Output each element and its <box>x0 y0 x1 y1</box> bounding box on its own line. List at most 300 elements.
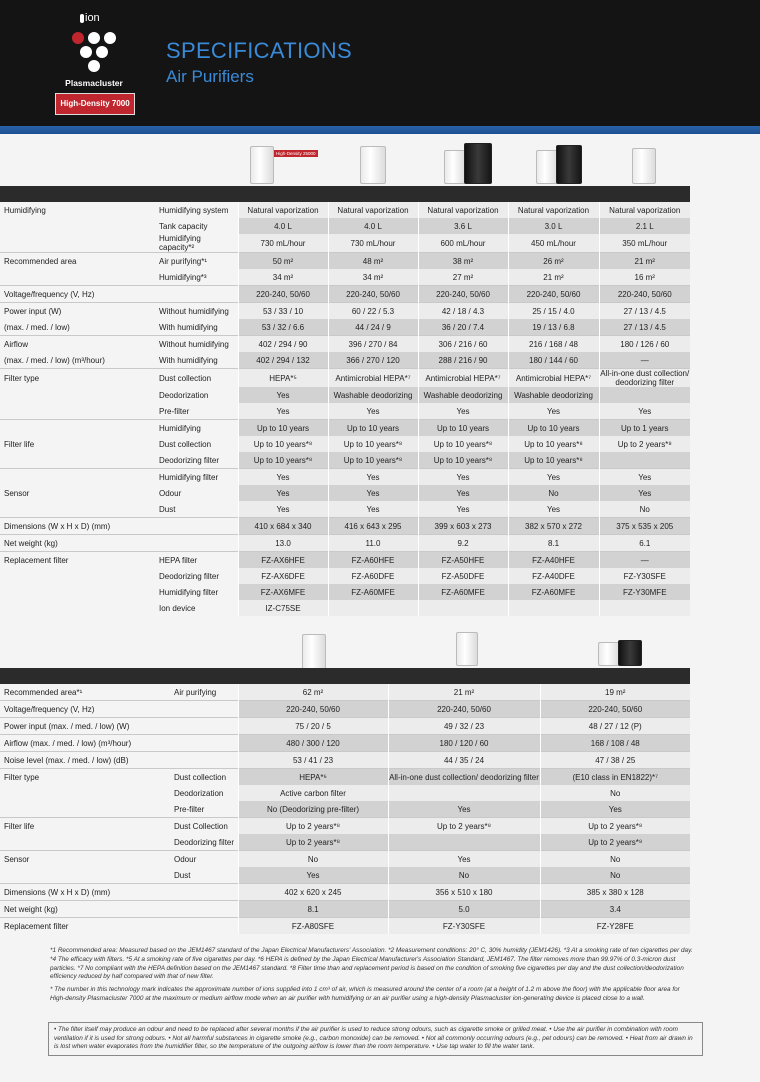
table-row <box>0 701 690 718</box>
row-category <box>0 501 155 518</box>
spec-cell: 356 x 510 x 180 <box>388 884 540 901</box>
table-row <box>0 600 690 616</box>
table-row <box>0 735 690 752</box>
row-subcategory: Ion device <box>159 603 196 613</box>
row-subcategory <box>170 918 238 935</box>
row-category <box>0 568 155 584</box>
spec-cell <box>599 387 690 403</box>
spec-cell: FZ-Y28FE <box>540 918 690 935</box>
row-category: Filter type <box>0 369 155 388</box>
row-subcategory: Dust collection <box>155 369 238 388</box>
spec-cell: 27 / 13 / 4.5 <box>599 303 690 320</box>
spec-cell: 220-240, 50/60 <box>540 701 690 718</box>
table-row <box>0 352 690 369</box>
spec-cell: 402 / 294 / 90 <box>238 336 328 353</box>
row-subcategory: Air purifying*¹ <box>155 253 238 270</box>
row-category: Humidifying <box>4 205 46 215</box>
spec-cell: 180 / 144 / 60 <box>508 352 599 369</box>
spec-cell: 48 m² <box>328 253 418 270</box>
spec-cell: 44 / 24 / 9 <box>328 319 418 336</box>
spec-cell: Natural vaporization <box>238 202 328 218</box>
spec-cell: 6.1 <box>599 535 690 552</box>
table-row <box>0 518 690 535</box>
table-row <box>0 867 690 884</box>
spec-cell: 402 / 294 / 132 <box>238 352 328 369</box>
spec-cell: Up to 2 years*⁸ <box>599 436 690 452</box>
plasmacluster-logo <box>55 12 133 94</box>
table-row <box>0 218 690 234</box>
spec-cell: 220-240, 50/60 <box>328 286 418 303</box>
spec-cell: No <box>540 867 690 884</box>
table-row <box>0 387 690 403</box>
row-subcategory: Without humidifying <box>155 336 238 353</box>
spec-cell: Yes <box>328 501 418 518</box>
row-category: Net weight (kg) <box>0 535 155 552</box>
spec-cell: — <box>599 352 690 369</box>
table-row <box>0 584 690 600</box>
row-subcategory: Dust <box>159 504 176 514</box>
spec-cell: Yes <box>328 403 418 420</box>
spec-cell: Up to 10 years <box>418 420 508 437</box>
table-row <box>0 752 690 769</box>
spec-cell: 50 m² <box>238 253 328 270</box>
table-row <box>0 901 690 918</box>
spec-cell: FZ-A60HFE <box>328 552 418 569</box>
spec-cell: Washable deodorizing <box>328 387 418 403</box>
spec-cell <box>599 452 690 469</box>
row-subcategory: Humidifying system <box>159 205 229 215</box>
table-row <box>0 253 690 270</box>
row-category: Net weight (kg) <box>0 901 170 918</box>
spec-cell <box>418 600 508 616</box>
spec-cell: 180 / 120 / 60 <box>388 735 540 752</box>
spec-cell: 216 / 168 / 48 <box>508 336 599 353</box>
spec-cell: Up to 2 years*⁸ <box>388 818 540 835</box>
spec-cell: (E10 class in EN1822)*⁷ <box>540 769 690 786</box>
row-category: Airflow <box>0 336 155 353</box>
spec-cell: Yes <box>238 403 328 420</box>
spec-cell: Up to 10 years*⁸ <box>328 452 418 469</box>
row-subcategory: Deodorizing filter <box>174 837 235 847</box>
row-subcategory <box>170 701 238 718</box>
spec-cell: 396 / 270 / 84 <box>328 336 418 353</box>
spec-cell: Up to 10 years <box>508 420 599 437</box>
spec-cell: Natural vaporization <box>418 202 508 218</box>
table-row <box>0 269 690 286</box>
spec-cell: Yes <box>238 387 328 403</box>
high-density-badge: High-Density 7000 <box>55 93 135 115</box>
table-row <box>0 286 690 303</box>
spec-cell: FZ-A40HFE <box>508 552 599 569</box>
table-row <box>0 303 690 320</box>
table-row <box>0 851 690 868</box>
spec-cell: FZ-Y30SFE <box>599 568 690 584</box>
row-category: Noise level (max. / med. / low) (dB) <box>0 752 170 769</box>
notes-box: • The filter itself may produce an odour and need to be replaced after several months if the air purifier is used to reduce strong odours, such as cigarette smoke or grilled meat. • Use the air purifier in combination with room ventilation if it is used for strong odours. • Not all harmful substances in cigarette smoke (e.g., carbon monoxide) can be removed. • Not all commonly occurring odours (e.g., pet odours) can be removed. • Heat from air drawn in is lost when water evaporates from the humidifier filter, so the temperature of the outgoing airflow is lower than the room temperature. • Use tap water to fill the water tank. <box>48 1022 703 1056</box>
spec-cell: Yes <box>328 469 418 486</box>
spec-cell: No <box>540 851 690 868</box>
row-category <box>0 469 155 486</box>
row-category: Dimensions (W x H x D) (mm) <box>0 518 155 535</box>
row-subcategory: With humidifying <box>159 355 218 365</box>
spec-cell: 34 m² <box>238 269 328 286</box>
spec-cell: Antimicrobial HEPA*⁷ <box>328 369 418 388</box>
spec-cell: Yes <box>328 485 418 501</box>
table2-header-bar <box>0 668 690 684</box>
spec-cell: — <box>599 552 690 569</box>
logo-ion-text: ion <box>85 12 100 24</box>
table-row <box>0 420 690 437</box>
spec-cell: No (Deodorizing pre-filter) <box>238 801 388 818</box>
row-subcategory <box>170 735 238 752</box>
spec-cell: 600 mL/hour <box>418 234 508 253</box>
spec-cell: 3.6 L <box>418 218 508 234</box>
spec-cell: 220-240, 50/60 <box>388 701 540 718</box>
spec-cell: Up to 1 years <box>599 420 690 437</box>
spec-cell: 44 / 35 / 24 <box>388 752 540 769</box>
spec-cell: 27 m² <box>418 269 508 286</box>
row-subcategory <box>155 518 238 535</box>
spec-cell: 220-240, 50/60 <box>238 286 328 303</box>
row-subcategory: Pre-filter <box>174 804 205 814</box>
table-row <box>0 469 690 486</box>
table-row <box>0 552 690 569</box>
row-subcategory <box>170 901 238 918</box>
spec-cell: Washable deodorizing <box>508 387 599 403</box>
spec-cell: 9.2 <box>418 535 508 552</box>
spec-cell: Up to 10 years <box>238 420 328 437</box>
spec-cell: 375 x 535 x 205 <box>599 518 690 535</box>
row-subcategory: Pre-filter <box>159 406 190 416</box>
spec-cell: 60 / 22 / 5.3 <box>328 303 418 320</box>
spec-cell: 19 m² <box>540 684 690 701</box>
footnote-2: * The number in this technology mark indicates the approximate number of ions supplied into 1 cm³ of air, which is measured around the center of a room (at a height of 1.2 m above the floor) with the applicable floor area for High-density Plasmacluster 7000 at the maximum or medium airflow mode when an air purifier with humidifying or an air purifier using a high-density Plasmacluster ion-generating device is placed close to a wall. <box>50 986 680 1002</box>
spec-cell: Up to 2 years*⁸ <box>540 834 690 851</box>
spec-cell: Up to 2 years*⁸ <box>238 818 388 835</box>
row-subcategory <box>155 535 238 552</box>
spec-cell: FZ-A50DFE <box>418 568 508 584</box>
spec-cell <box>388 785 540 801</box>
table-row <box>0 452 690 469</box>
row-category: Dimensions (W x H x D) (mm) <box>0 884 170 901</box>
spec-cell: 3.4 <box>540 901 690 918</box>
spec-cell: 288 / 216 / 90 <box>418 352 508 369</box>
spec-cell: Yes <box>388 851 540 868</box>
spec-cell: 62 m² <box>238 684 388 701</box>
spec-cell: Yes <box>599 403 690 420</box>
spec-cell: 11.0 <box>328 535 418 552</box>
row-subcategory: Tank capacity <box>159 221 208 231</box>
row-category: Voltage/frequency (V, Hz) <box>0 701 170 718</box>
spec-cell: 53 / 41 / 23 <box>238 752 388 769</box>
table-row <box>0 769 690 786</box>
row-category <box>0 420 155 437</box>
spec-cell: 730 mL/hour <box>328 234 418 253</box>
spec-cell <box>599 600 690 616</box>
spec-cell: Yes <box>599 469 690 486</box>
spec-cell: FZ-A60MFE <box>328 584 418 600</box>
spec-cell: Yes <box>508 469 599 486</box>
row-subcategory: With humidifying <box>159 322 218 332</box>
spec-cell: Yes <box>238 501 328 518</box>
spec-cell: Natural vaporization <box>508 202 599 218</box>
spec-cell: Up to 2 years*⁸ <box>540 818 690 835</box>
spec-cell: Natural vaporization <box>599 202 690 218</box>
spec-cell: Yes <box>238 485 328 501</box>
row-category: Sensor <box>0 851 170 868</box>
spec-cell: FZ-AX6HFE <box>238 552 328 569</box>
spec-cell: FZ-AX6DFE <box>238 568 328 584</box>
spec-cell: FZ-Y30MFE <box>599 584 690 600</box>
page-title: SPECIFICATIONS <box>166 38 352 63</box>
spec-cell: FZ-A80SFE <box>238 918 388 935</box>
spec-cell: 53 / 33 / 10 <box>238 303 328 320</box>
spec-cell: 21 m² <box>508 269 599 286</box>
spec-cell: 480 / 300 / 120 <box>238 735 388 752</box>
spec-cell <box>388 834 540 851</box>
row-category: (max. / med. / low) (m³/hour) <box>4 355 105 365</box>
spec-cell: 21 m² <box>388 684 540 701</box>
spec-cell: FZ-A60DFE <box>328 568 418 584</box>
table-row <box>0 918 690 935</box>
spec-cell: 8.1 <box>238 901 388 918</box>
row-category <box>0 452 155 469</box>
spec-cell: 350 mL/hour <box>599 234 690 253</box>
spec-cell: 220-240, 50/60 <box>418 286 508 303</box>
spec-cell: 385 x 380 x 128 <box>540 884 690 901</box>
spec-cell: 450 mL/hour <box>508 234 599 253</box>
product-image-6 <box>302 634 326 670</box>
spec-cell: Yes <box>418 485 508 501</box>
spec-cell: 21 m² <box>599 253 690 270</box>
row-subcategory <box>170 752 238 769</box>
cluster-circles-icon <box>69 30 119 74</box>
spec-cell: 48 / 27 / 12 (P) <box>540 718 690 735</box>
table-row <box>0 684 690 701</box>
spec-cell: 38 m² <box>418 253 508 270</box>
spec-cell: 306 / 216 / 60 <box>418 336 508 353</box>
spec-cell: 220-240, 50/60 <box>599 286 690 303</box>
spec-cell: Up to 10 years*⁸ <box>238 452 328 469</box>
row-subcategory: Humidifying <box>155 420 238 437</box>
spec-cell: 36 / 20 / 7.4 <box>418 319 508 336</box>
row-category: Recommended area <box>0 253 155 270</box>
spec-cell: No <box>508 485 599 501</box>
spec-cell: Up to 10 years*⁸ <box>418 452 508 469</box>
spec-cell: Up to 10 years*⁸ <box>508 452 599 469</box>
row-subcategory: Deodorization <box>159 390 209 400</box>
spec-cell: Yes <box>418 403 508 420</box>
row-category: Filter life <box>4 439 35 449</box>
spec-cell: 2.1 L <box>599 218 690 234</box>
table-row <box>0 535 690 552</box>
spec-cell: 49 / 32 / 23 <box>388 718 540 735</box>
spec-cell: 5.0 <box>388 901 540 918</box>
spec-cell: 399 x 603 x 273 <box>418 518 508 535</box>
row-subcategory: Without humidifying <box>155 303 238 320</box>
spec-cell: FZ-AX6MFE <box>238 584 328 600</box>
row-category <box>0 403 155 420</box>
page-subtitle: Air Purifiers <box>166 67 254 86</box>
table-row <box>0 801 690 818</box>
spec-table-2 <box>0 668 690 934</box>
footnote-1: *1 Recommended area: Measured based on the JEM1467 standard of the Japan Electrical Manufacturers' Association. *2 Measurement conditions: 20° C, 30% humidity (JEM1426). *3 At a smoking rate of ten cigarettes per day. *4 The efficacy with filters. *5 At a smoking rate of five cigarettes per day. *6 HEPA is defined by the Japan Electrical Manufacturer's Association Standard, JEM1467. The filter removes more than 99.97% of 0.3-micron dust particles. *7 No compliant with the HEPA definition based on the JEM1467 standard. *8 Filter time than and replacement period is based on the condition of smoking five cigarettes per day and the dust collection/deodorization efficiency reduced by half compared with that of new filter. <box>50 947 693 981</box>
spec-cell: Yes <box>540 801 690 818</box>
row-subcategory: Deodorization <box>174 788 224 798</box>
spec-cell: FZ-Y30SFE <box>388 918 540 935</box>
row-category <box>0 234 155 253</box>
row-category: Replacement filter <box>0 552 155 569</box>
row-category <box>0 801 170 818</box>
spec-cell: 402 x 620 x 245 <box>238 884 388 901</box>
spec-cell: HEPA*⁵ <box>238 369 328 388</box>
row-category: Filter type <box>0 769 170 786</box>
row-subcategory: Air purifying <box>174 687 217 697</box>
spec-cell: No <box>599 501 690 518</box>
spec-cell: All-in-one dust collection/ deodorizing filter <box>388 769 540 786</box>
spec-cell: Yes <box>599 485 690 501</box>
spec-cell: 180 / 126 / 60 <box>599 336 690 353</box>
table-row <box>0 785 690 801</box>
row-subcategory: Odour <box>170 851 238 868</box>
table-row <box>0 336 690 353</box>
spec-cell: IZ-C75SE <box>238 600 328 616</box>
spec-cell: 4.0 L <box>328 218 418 234</box>
spec-cell: Yes <box>508 403 599 420</box>
spec-cell: No <box>540 785 690 801</box>
spec-cell: Washable deodorizing <box>418 387 508 403</box>
spec-cell: 13.0 <box>238 535 328 552</box>
spec-cell: 168 / 108 / 48 <box>540 735 690 752</box>
spec-cell: Active carbon filter <box>238 785 388 801</box>
spec-cell: 3.0 L <box>508 218 599 234</box>
row-category: Replacement filter <box>0 918 170 935</box>
spec-cell: Up to 2 years*⁸ <box>238 834 388 851</box>
row-category: (max. / med. / low) <box>4 322 70 332</box>
spec-cell <box>328 600 418 616</box>
table-row <box>0 436 690 452</box>
spec-cell: HEPA*⁶ <box>238 769 388 786</box>
row-subcategory: Humidifying filter <box>155 469 238 486</box>
row-subcategory: Humidifying filter <box>159 587 219 597</box>
row-subcategory: Deodorizing filter <box>159 571 220 581</box>
row-subcategory: HEPA filter <box>155 552 238 569</box>
spec-cell: 16 m² <box>599 269 690 286</box>
table1-header-bar <box>0 186 690 202</box>
table-row <box>0 834 690 851</box>
blue-stripe <box>0 126 760 134</box>
spec-cell: 42 / 18 / 4.3 <box>418 303 508 320</box>
product-1-badge: High-Density 25000 <box>276 151 316 156</box>
spec-cell: Yes <box>508 501 599 518</box>
table-row <box>0 884 690 901</box>
spec-cell <box>508 600 599 616</box>
spec-cell: 730 mL/hour <box>238 234 328 253</box>
logo-brand-text: Plasmacluster <box>65 78 123 88</box>
spec-cell: 382 x 570 x 272 <box>508 518 599 535</box>
row-category <box>0 584 155 600</box>
row-category <box>0 269 155 286</box>
spec-cell: 8.1 <box>508 535 599 552</box>
spec-cell: Up to 10 years*⁸ <box>418 436 508 452</box>
spec-cell: Natural vaporization <box>328 202 418 218</box>
row-category <box>0 600 155 616</box>
footnotes <box>50 947 695 1008</box>
row-category <box>0 834 170 851</box>
table-row <box>0 403 690 420</box>
product-image-5 <box>632 148 656 184</box>
spec-cell: Yes <box>418 501 508 518</box>
spec-cell: 27 / 13 / 4.5 <box>599 319 690 336</box>
row-subcategory <box>155 286 238 303</box>
row-subcategory: Dust collection <box>159 439 212 449</box>
row-subcategory: Dust Collection <box>170 818 238 835</box>
row-category <box>0 387 155 403</box>
spec-cell: Antimicrobial HEPA*⁷ <box>418 369 508 388</box>
row-category <box>0 218 155 234</box>
row-category: Power input (max. / med. / low) (W) <box>0 718 170 735</box>
spec-cell: 47 / 38 / 25 <box>540 752 690 769</box>
spec-cell: 75 / 20 / 5 <box>238 718 388 735</box>
product-image-2 <box>360 146 386 184</box>
spec-cell: 34 m² <box>328 269 418 286</box>
row-subcategory: Humidifying capacity*² <box>159 234 201 252</box>
product-image-7 <box>456 632 478 666</box>
row-subcategory <box>170 718 238 735</box>
spec-cell: Yes <box>418 469 508 486</box>
spec-cell: 220-240, 50/60 <box>508 286 599 303</box>
spec-cell: 4.0 L <box>238 218 328 234</box>
spec-cell: 220-240, 50/60 <box>238 701 388 718</box>
row-subcategory: Dust collection <box>170 769 238 786</box>
table-row <box>0 319 690 336</box>
table-row <box>0 501 690 518</box>
table-row <box>0 568 690 584</box>
row-subcategory: Deodorizing filter <box>159 455 220 465</box>
row-subcategory <box>170 884 238 901</box>
spec-cell: FZ-A60MFE <box>508 584 599 600</box>
spec-cell: FZ-A40DFE <box>508 568 599 584</box>
spec-cell: No <box>238 851 388 868</box>
table-row <box>0 234 690 253</box>
row-category: Sensor <box>4 488 30 498</box>
table-row <box>0 485 690 501</box>
spec-cell: 410 x 684 x 340 <box>238 518 328 535</box>
row-subcategory: Odour <box>159 488 182 498</box>
row-category <box>0 867 170 884</box>
spec-cell: 25 / 15 / 4.0 <box>508 303 599 320</box>
spec-cell: Antimicrobial HEPA*⁷ <box>508 369 599 388</box>
row-category: Power input (W) <box>0 303 155 320</box>
row-subcategory: Dust <box>174 870 191 880</box>
table-row <box>0 202 690 218</box>
spec-cell: Up to 10 years*⁸ <box>508 436 599 452</box>
spec-cell: 53 / 32 / 6.6 <box>238 319 328 336</box>
spec-cell: Yes <box>238 867 388 884</box>
row-subcategory: Humidifying*³ <box>159 272 207 282</box>
table-row <box>0 818 690 835</box>
ion-mark-icon <box>80 14 84 23</box>
spec-cell: 416 x 643 x 295 <box>328 518 418 535</box>
spec-table-1 <box>0 186 690 616</box>
spec-cell: FZ-A60MFE <box>418 584 508 600</box>
row-category: Airflow (max. / med. / low) (m³/hour) <box>0 735 170 752</box>
row-category <box>0 785 170 801</box>
spec-cell: Up to 10 years <box>328 420 418 437</box>
spec-cell: Yes <box>388 801 540 818</box>
spec-cell: 26 m² <box>508 253 599 270</box>
spec-cell: FZ-A50HFE <box>418 552 508 569</box>
